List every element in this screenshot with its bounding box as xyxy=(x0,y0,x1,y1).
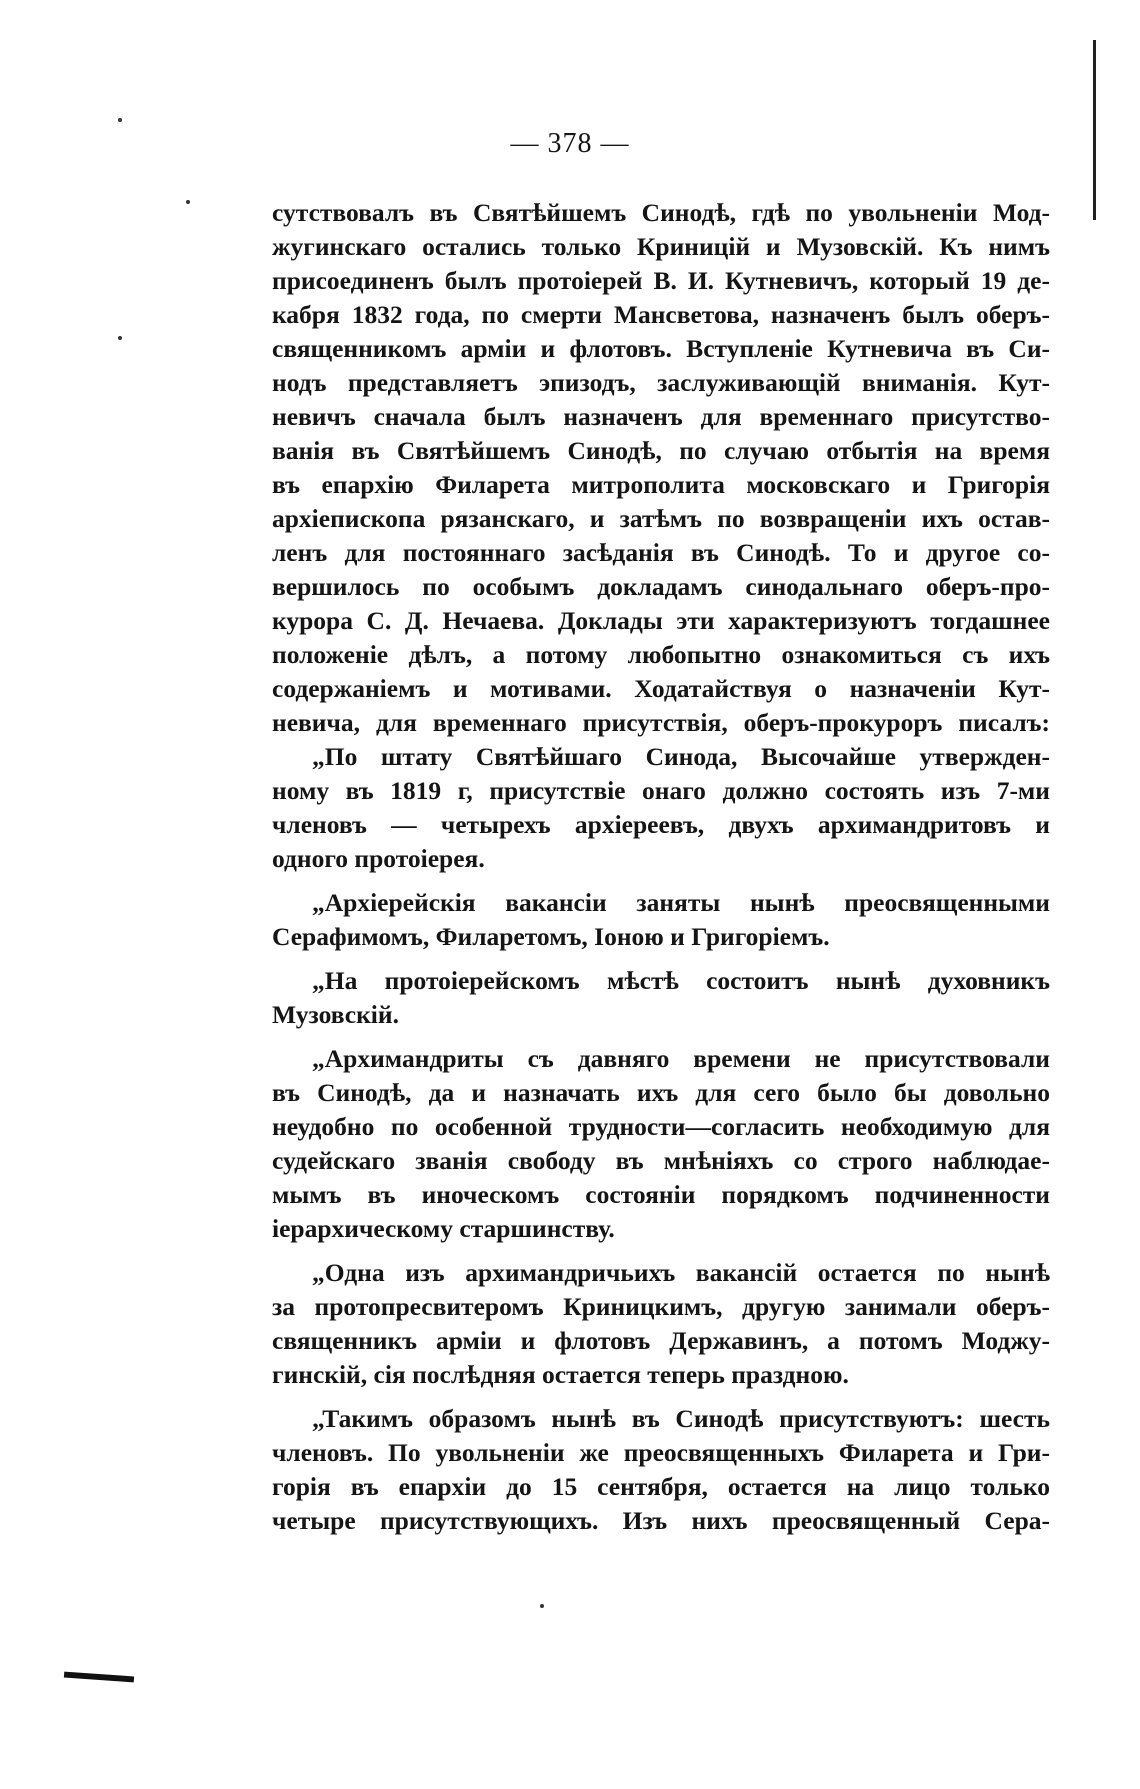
text-line: въ Синодѣ, да и назначать ихъ для сего было бы довольно xyxy=(272,1078,1050,1107)
paragraph-6 xyxy=(272,1256,1050,1392)
text-line: „Одна изъ архимандричьихъ вакансій остается по нынѣ xyxy=(312,1258,1050,1287)
text-line: „На протоіерейскомъ мѣстѣ состоитъ нынѣ духовникъ xyxy=(312,966,1050,995)
text-line: курора С. Д. Нечаева. Доклады эти характеризуютъ тогдашнее xyxy=(272,606,1050,635)
text-line: „Такимъ образомъ нынѣ въ Синодѣ присутствуютъ: шесть xyxy=(312,1404,1050,1433)
scan-speck xyxy=(118,336,122,340)
scan-speck xyxy=(540,1604,544,1608)
text-line: „По штату Святѣйшаго Синода, Высочайше утвержден- xyxy=(312,742,1050,771)
paragraph-3 xyxy=(272,886,1050,954)
text-line: содержаніемъ и мотивами. Ходатайствуя о назначеніи Кут- xyxy=(272,674,1050,703)
text-line: членовъ. По увольненіи же преосвященныхъ Филарета и Гри- xyxy=(272,1438,1050,1467)
text-line: жугинскаго остались только Криницій и Музовскій. Къ нимъ xyxy=(272,232,1050,261)
text-line: положеніе дѣлъ, а потому любопытно ознакомиться съ ихъ xyxy=(272,640,1050,669)
scan-speck xyxy=(186,200,190,204)
text-line: судейскаго званія свободу въ мнѣніяхъ со строго наблюдае- xyxy=(272,1146,1050,1175)
text-line: ванія въ Святѣйшемъ Синодѣ, по случаю отбытія на время xyxy=(272,436,1050,465)
paragraph-5 xyxy=(272,1042,1050,1246)
text-line: ленъ для постояннаго засѣданія въ Синодѣ. То и другое со- xyxy=(272,538,1050,567)
text-line: одного протоіерея. xyxy=(272,844,485,873)
text-line: присоединенъ былъ протоіерей В. И. Кутневичъ, который 19 де- xyxy=(272,266,1050,295)
text-line: невича, для временнаго присутствія, оберъ-прокуроръ писалъ: xyxy=(272,708,1050,737)
paragraph-4 xyxy=(272,964,1050,1032)
text-line: сутствовалъ въ Святѣйшемъ Синодѣ, гдѣ по увольненіи Мод- xyxy=(272,198,1050,227)
text-line: Серафимомъ, Филаретомъ, Іоною и Григоріемъ. xyxy=(272,922,830,951)
text-line: нодъ представляетъ эпизодъ, заслуживающій вниманія. Кут- xyxy=(272,368,1050,397)
text-line: іерархическому старшинству. xyxy=(272,1214,615,1243)
text-line: неудобно по особенной трудности—согласить необходимую для xyxy=(272,1112,1050,1141)
page-number: — 378 — xyxy=(510,128,630,159)
scan-speck xyxy=(118,118,122,122)
paragraph-1 xyxy=(272,196,1050,740)
text-line: четыре присутствующихъ. Изъ нихъ преосвященный Сера- xyxy=(272,1506,1050,1535)
paragraph-2 xyxy=(272,740,1050,876)
text-line: горія въ епархіи до 15 сентября, остается на лицо только xyxy=(272,1472,1050,1501)
scan-artifact-mark xyxy=(64,1672,134,1683)
paragraph-7 xyxy=(272,1402,1050,1538)
text-line: за протопресвитеромъ Криницкимъ, другую занимали оберъ- xyxy=(272,1292,1050,1321)
text-line: ному въ 1819 г, присутствіе онаго должно состоять изъ 7-ми xyxy=(272,776,1050,805)
text-line: Музовскій. xyxy=(272,1000,399,1029)
text-line: членовъ — четырехъ архіереевъ, двухъ архимандритовъ и xyxy=(272,810,1050,839)
text-line: мымъ въ иноческомъ состояніи порядкомъ подчиненности xyxy=(272,1180,1050,1209)
body-text xyxy=(272,196,1050,1538)
text-line: въ епархію Филарета митрополита московскаго и Григорія xyxy=(272,470,1050,499)
text-line: гинскій, сія послѣдняя остается теперь праздною. xyxy=(272,1360,849,1389)
text-line: священникъ арміи и флотовъ Державинъ, а потомъ Моджу- xyxy=(272,1326,1050,1355)
text-line: невичъ сначала былъ назначенъ для временнаго присутство- xyxy=(272,402,1050,431)
text-line: архіепископа рязанскаго, и затѣмъ по возвращеніи ихъ остав- xyxy=(272,504,1050,533)
text-line: „Архіерейскія вакансіи заняты нынѣ преосвященными xyxy=(312,888,1050,917)
text-line: кабря 1832 года, по смерти Мансветова, назначенъ былъ оберъ- xyxy=(272,300,1050,329)
text-line: „Архимандриты съ давняго времени не присутствовали xyxy=(312,1044,1050,1073)
text-line: вершилось по особымъ докладамъ синодальнаго оберъ-про- xyxy=(272,572,1050,601)
text-line: священникомъ арміи и флотовъ. Вступленіе Кутневича въ Си- xyxy=(272,334,1050,363)
